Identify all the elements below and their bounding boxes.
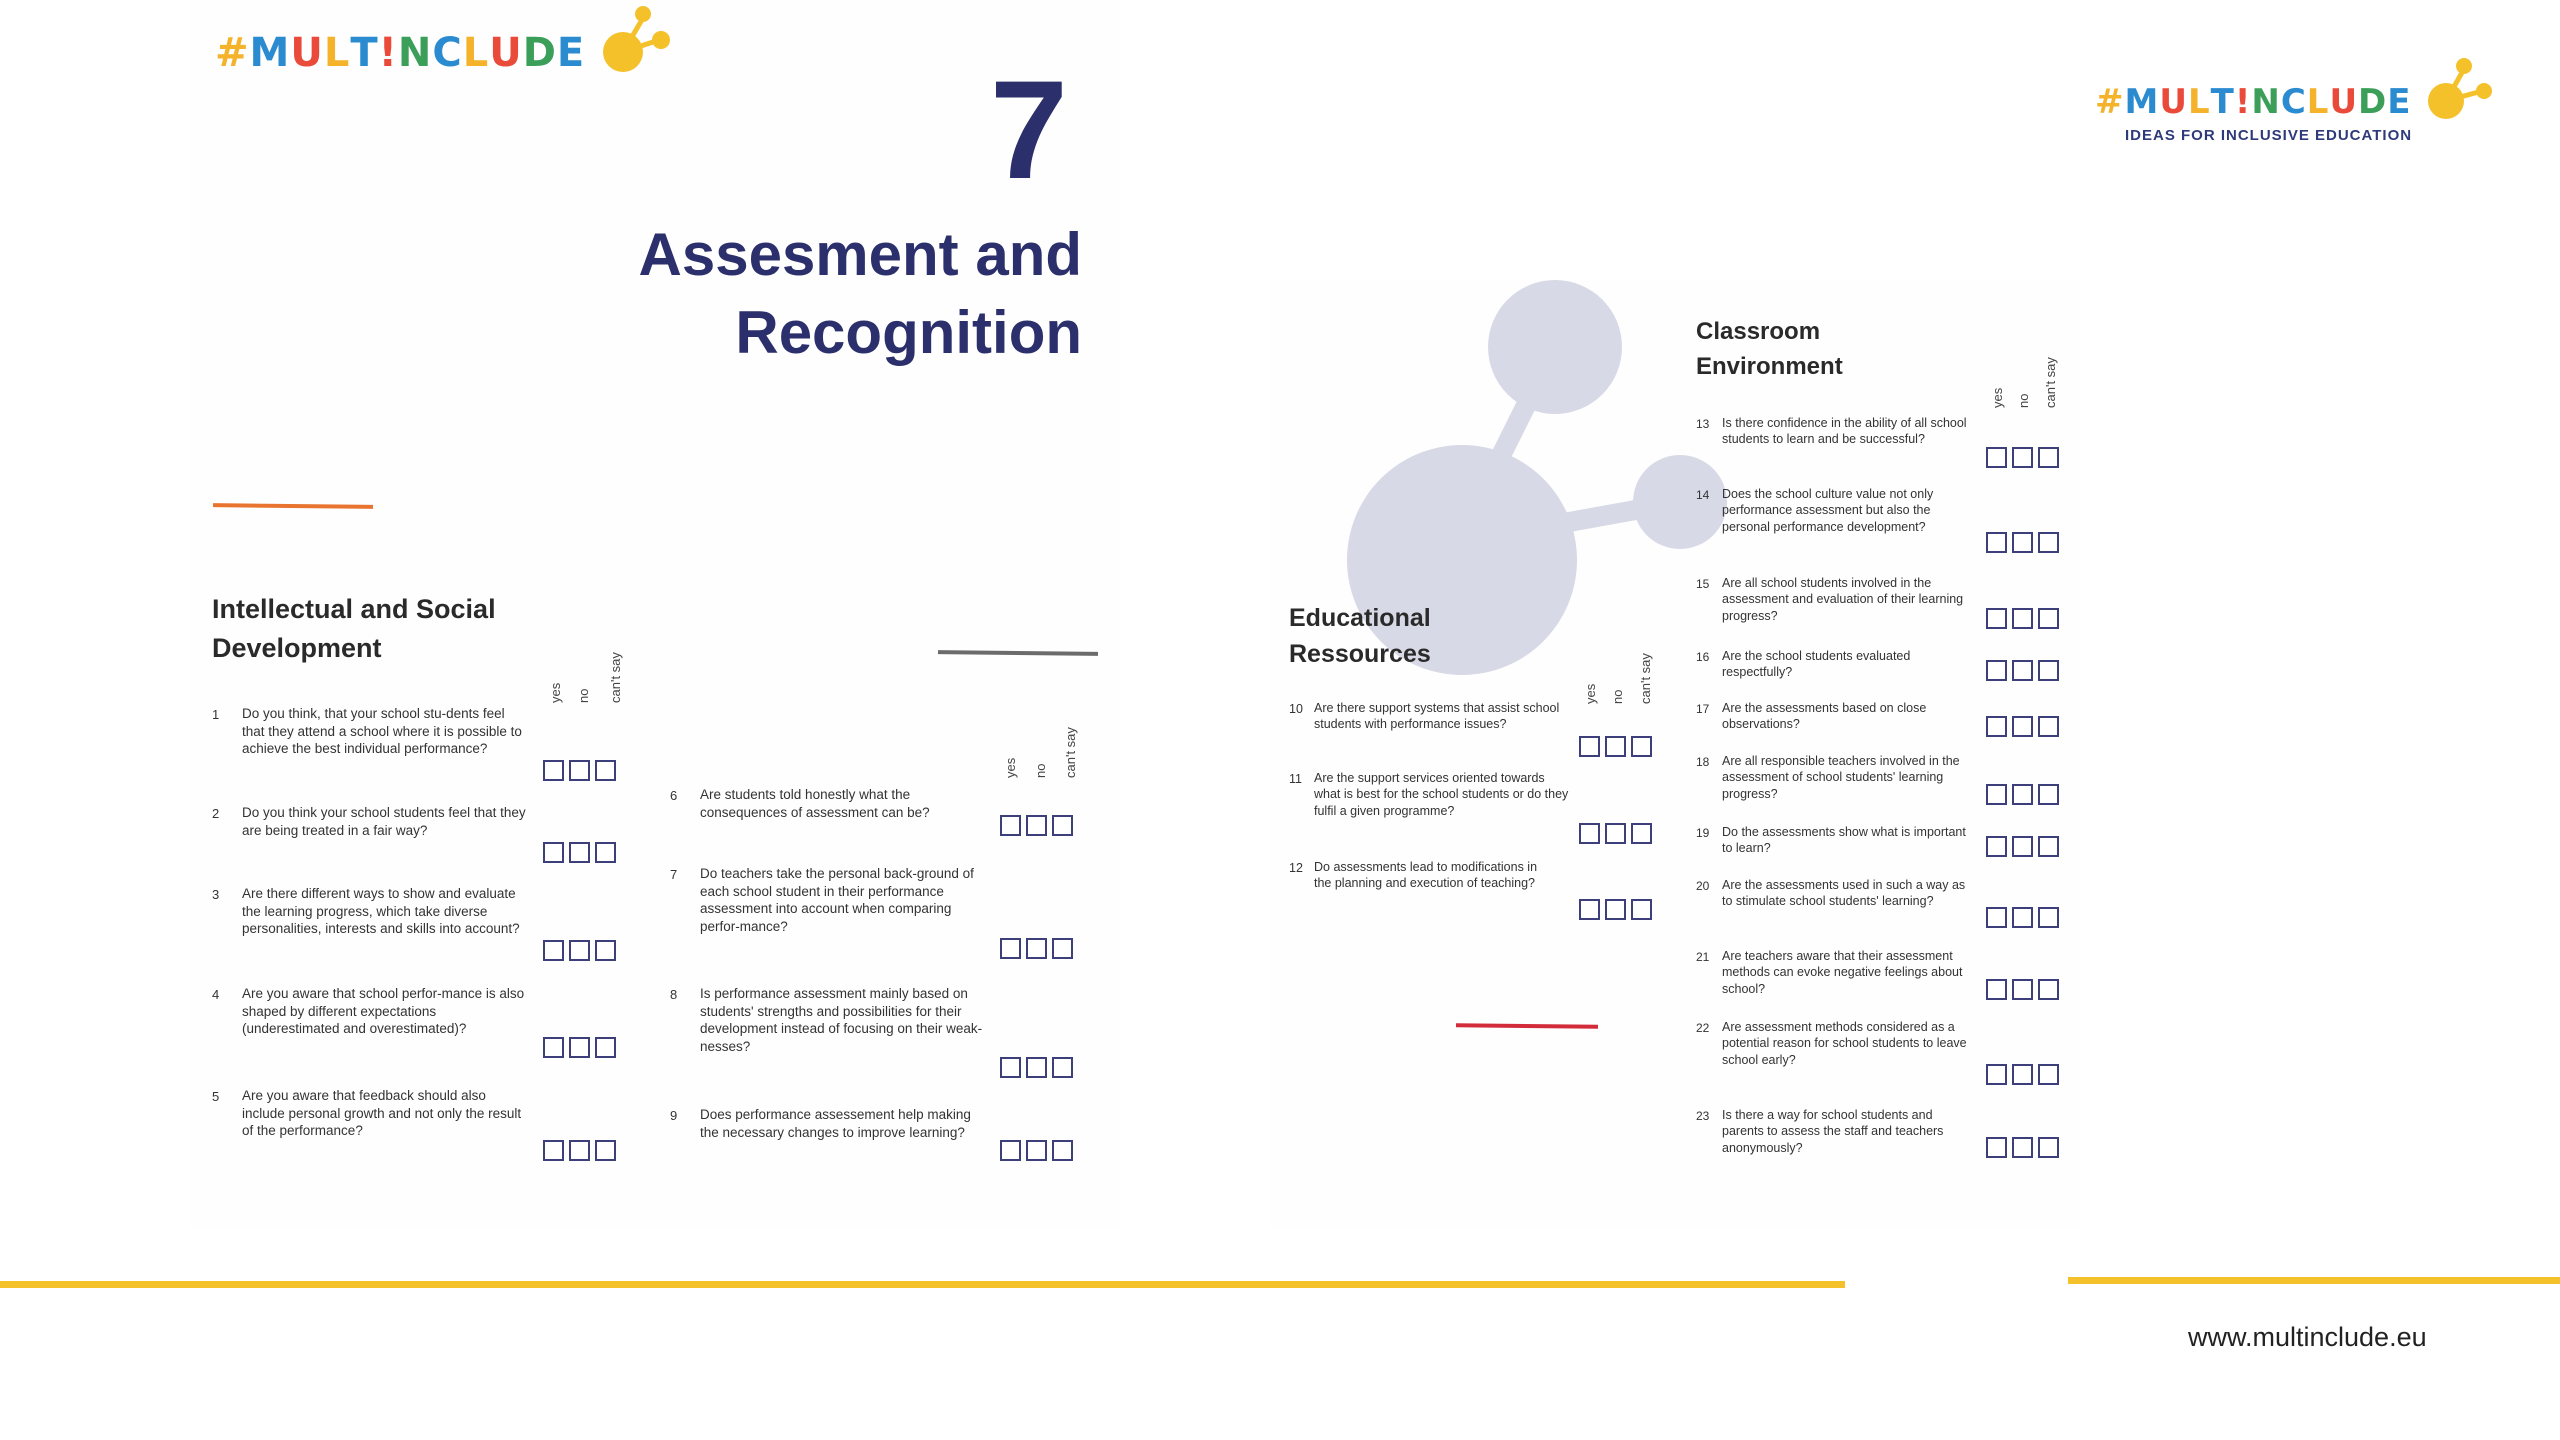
question-number: 5 [212,1089,220,1104]
checkbox-yes[interactable] [1986,447,2007,468]
checkbox-yes[interactable] [1000,815,1021,836]
question-number: 11 [1289,772,1302,786]
question-text: Are the school students evaluated respectfully? [1722,649,1911,680]
question-number: 23 [1696,1109,1710,1123]
question-text: Does performance assessement help making the necessary changes to improve learning? [700,1107,971,1140]
answer-checkboxes [1986,660,2059,681]
checkbox-yes[interactable] [543,1140,564,1161]
checkbox-no[interactable] [1026,815,1047,836]
column-label-yes: yes [1990,387,2005,408]
checkbox-no[interactable] [2012,532,2033,553]
column-label-cant-say: can't say [608,652,623,703]
question-number: 17 [1696,702,1710,716]
checkbox-cant-say[interactable] [595,940,616,961]
checkbox-cant-say[interactable] [2038,660,2059,681]
checkbox-cant-say[interactable] [2038,716,2059,737]
question-number: 12 [1289,861,1303,875]
checkbox-cant-say[interactable] [2038,836,2059,857]
question-number: 18 [1696,755,1710,769]
column-label-no: no [1033,763,1048,778]
answer-checkboxes [543,1037,616,1058]
question-number: 15 [1696,577,1710,591]
answer-checkboxes [1986,784,2059,805]
checkbox-no[interactable] [569,1037,590,1058]
chapter-title-line2: Recognition [735,299,1082,366]
checkbox-no[interactable] [2012,660,2033,681]
checkbox-yes[interactable] [1986,979,2007,1000]
question-text: Is performance assessment mainly based on students' strengths and possibilities for their development instead of focusing on their weak-nesses? [700,986,983,1054]
column-label-yes: yes [548,682,563,703]
question-number: 7 [670,867,678,882]
question-text: Do you think, that your school stu-dents feel that they attend a school where it is possible to achieve the best individual performance? [242,706,522,757]
checkbox-no[interactable] [2012,1064,2033,1085]
answer-checkboxes [1986,716,2059,737]
checkbox-cant-say[interactable] [1052,938,1073,959]
question-text: Are the assessments used in such a way as to stimulate school students' learning? [1722,878,1966,909]
question-text: Are all school students involved in the assessment and evaluation of their learning progress? [1722,576,1964,623]
checkbox-cant-say[interactable] [1052,1140,1073,1161]
footer-yellow-line-right [2068,1277,2560,1284]
answer-checkboxes [1986,1137,2059,1158]
question-number: 16 [1696,650,1710,664]
checkbox-yes[interactable] [1986,1064,2007,1085]
question-text: Are you aware that feedback should also include personal growth and not only the result of the performance? [242,1088,522,1139]
checkbox-cant-say[interactable] [2038,1137,2059,1158]
checkbox-cant-say[interactable] [595,1140,616,1161]
answer-checkboxes [1000,1057,1073,1078]
question-number: 3 [212,887,220,902]
question-text: Do teachers take the personal back-ground of each school student in their performance assessment into account when comparing perfor-mance? [700,866,974,934]
checkbox-cant-say[interactable] [2038,1064,2059,1085]
question-text: Are assessment methods considered as a potential reason for school students to leave school early? [1722,1020,1967,1067]
logo-subtitle: IDEAS FOR INCLUSIVE EDUCATION [2125,127,2413,144]
question-number: 20 [1696,879,1710,893]
chapter-title-line1: Assesment and [638,221,1082,288]
checkbox-cant-say[interactable] [1052,815,1073,836]
answer-checkboxes [1986,836,2059,857]
question-number: 1 [212,707,220,722]
footer-url[interactable]: www.multinclude.eu [2188,1322,2427,1352]
column-label-yes: yes [1583,683,1598,704]
checkbox-cant-say[interactable] [2038,907,2059,928]
checkbox-yes[interactable] [1579,736,1600,757]
checkbox-no[interactable] [1605,823,1626,844]
question-number: 14 [1696,488,1710,502]
checkbox-no[interactable] [2012,608,2033,629]
question-number: 19 [1696,826,1710,840]
checkbox-cant-say[interactable] [1052,1057,1073,1078]
answer-checkboxes [543,760,616,781]
checkbox-cant-say[interactable] [1631,823,1652,844]
checkbox-no[interactable] [569,940,590,961]
checkbox-no[interactable] [1605,736,1626,757]
column-label-no: no [1610,689,1625,704]
checkbox-cant-say[interactable] [595,842,616,863]
question-text: Do the assessments show what is important to learn? [1722,825,1966,856]
question-number: 22 [1696,1021,1710,1035]
multinclude-logo-right: #MULT!NCLUDE [2095,82,2412,122]
question-text: Are students told honestly what the consequences of assessment can be? [700,787,930,820]
checkbox-yes[interactable] [1986,907,2007,928]
answer-checkboxes [1000,938,1073,959]
question-text: Do assessments lead to modifications in the planning and execution of teaching? [1314,860,1538,891]
answer-checkboxes [543,842,616,863]
column-label-yes: yes [1003,757,1018,778]
question-text: Is there confidence in the ability of all school students to learn and be successful? [1722,416,1967,447]
checkbox-no[interactable] [2012,836,2033,857]
checkbox-no[interactable] [2012,1137,2033,1158]
logo-molecule-icon [595,0,675,80]
checkbox-yes[interactable] [1579,823,1600,844]
section-title-classroom: Classroom Environment [1696,318,1843,380]
question-text: Does the school culture value not only performance assessment but also the personal performance development? [1722,487,1934,534]
answer-checkboxes [1579,736,1652,757]
logo-molecule-icon [2420,55,2500,130]
answer-checkboxes [1986,1064,2059,1085]
answer-checkboxes [1579,823,1652,844]
column-label-no: no [2016,393,2031,408]
answer-checkboxes [1986,608,2059,629]
checkbox-cant-say[interactable] [2038,532,2059,553]
answer-checkboxes [1986,907,2059,928]
question-text: Is there a way for school students and parents to assess the staff and teachers anonymously? [1722,1108,1944,1155]
checkbox-no[interactable] [1605,899,1626,920]
question-number: 21 [1696,950,1710,964]
checkbox-no[interactable] [1026,1057,1047,1078]
checkbox-no[interactable] [569,842,590,863]
answer-checkboxes [543,940,616,961]
checkbox-yes[interactable] [1986,532,2007,553]
question-text: Are the assessments based on close observations? [1722,701,1927,732]
question-number: 9 [670,1108,678,1123]
checkbox-cant-say[interactable] [1631,899,1652,920]
answer-checkboxes [1986,447,2059,468]
checkbox-no[interactable] [569,1140,590,1161]
checkbox-no[interactable] [2012,784,2033,805]
question-number: 6 [670,788,678,803]
checkbox-yes[interactable] [1000,1057,1021,1078]
checkbox-yes[interactable] [1986,1137,2007,1158]
checkbox-yes[interactable] [1000,1140,1021,1161]
question-text: Are teachers aware that their assessment methods can evoke negative feelings about school? [1722,949,1963,996]
question-number: 4 [212,987,220,1002]
answer-checkboxes [1000,1140,1073,1161]
multinclude-logo-left: #MULT!NCLUDE [215,30,586,76]
checkbox-yes[interactable] [543,760,564,781]
column-label-cant-say: can't say [2043,357,2058,408]
answer-checkboxes [1000,815,1073,836]
question-number: 10 [1289,702,1303,716]
section-title-educational: Educational Ressources [1289,604,1431,669]
checkbox-yes[interactable] [1986,660,2007,681]
checkbox-yes[interactable] [1000,938,1021,959]
checkbox-yes[interactable] [1986,836,2007,857]
column-label-cant-say: can't say [1638,653,1653,704]
question-number: 13 [1696,417,1710,431]
footer-yellow-line-left [0,1281,1845,1288]
checkbox-yes[interactable] [1986,716,2007,737]
checkbox-cant-say[interactable] [2038,979,2059,1000]
checkbox-yes[interactable] [543,842,564,863]
question-text: Are the support services oriented towards what is best for the school students or do they fulfil a given programme? [1314,771,1569,818]
question-text: Are you aware that school perfor-mance is also shaped by different expectations (underestimated and overestimated)? [242,986,525,1037]
checkbox-yes[interactable] [1986,784,2007,805]
checkbox-no[interactable] [1026,938,1047,959]
checkbox-no[interactable] [1026,1140,1047,1161]
answer-checkboxes [543,1140,616,1161]
answer-checkboxes [1986,979,2059,1000]
checkbox-cant-say[interactable] [2038,784,2059,805]
checkbox-no[interactable] [2012,716,2033,737]
checkbox-no[interactable] [2012,907,2033,928]
checkbox-no[interactable] [2012,979,2033,1000]
checkbox-cant-say[interactable] [2038,447,2059,468]
question-text: Are there different ways to show and evaluate the learning progress, which take diverse personalities, interests and skills into account? [242,886,520,937]
checkbox-cant-say[interactable] [595,760,616,781]
checkbox-cant-say[interactable] [595,1037,616,1058]
column-label-cant-say: can't say [1063,727,1078,778]
chapter-number: 7 [990,51,1068,208]
checkbox-cant-say[interactable] [2038,608,2059,629]
checkbox-no[interactable] [2012,447,2033,468]
checkbox-yes[interactable] [543,940,564,961]
checkbox-cant-say[interactable] [1631,736,1652,757]
question-text: Are there support systems that assist school students with performance issues? [1314,701,1560,732]
checkbox-yes[interactable] [1579,899,1600,920]
question-number: 2 [212,806,220,821]
question-number: 8 [670,987,678,1002]
question-text: Are all responsible teachers involved in the assessment of school students' learning progress? [1722,754,1960,801]
checkbox-yes[interactable] [1986,608,2007,629]
section-title-intellectual: Intellectual and Social Development [212,594,496,664]
checkbox-no[interactable] [569,760,590,781]
answer-checkboxes [1579,899,1652,920]
question-text: Do you think your school students feel that they are being treated in a fair way? [242,805,526,838]
checkbox-yes[interactable] [543,1037,564,1058]
column-label-no: no [576,688,591,703]
answer-checkboxes [1986,532,2059,553]
